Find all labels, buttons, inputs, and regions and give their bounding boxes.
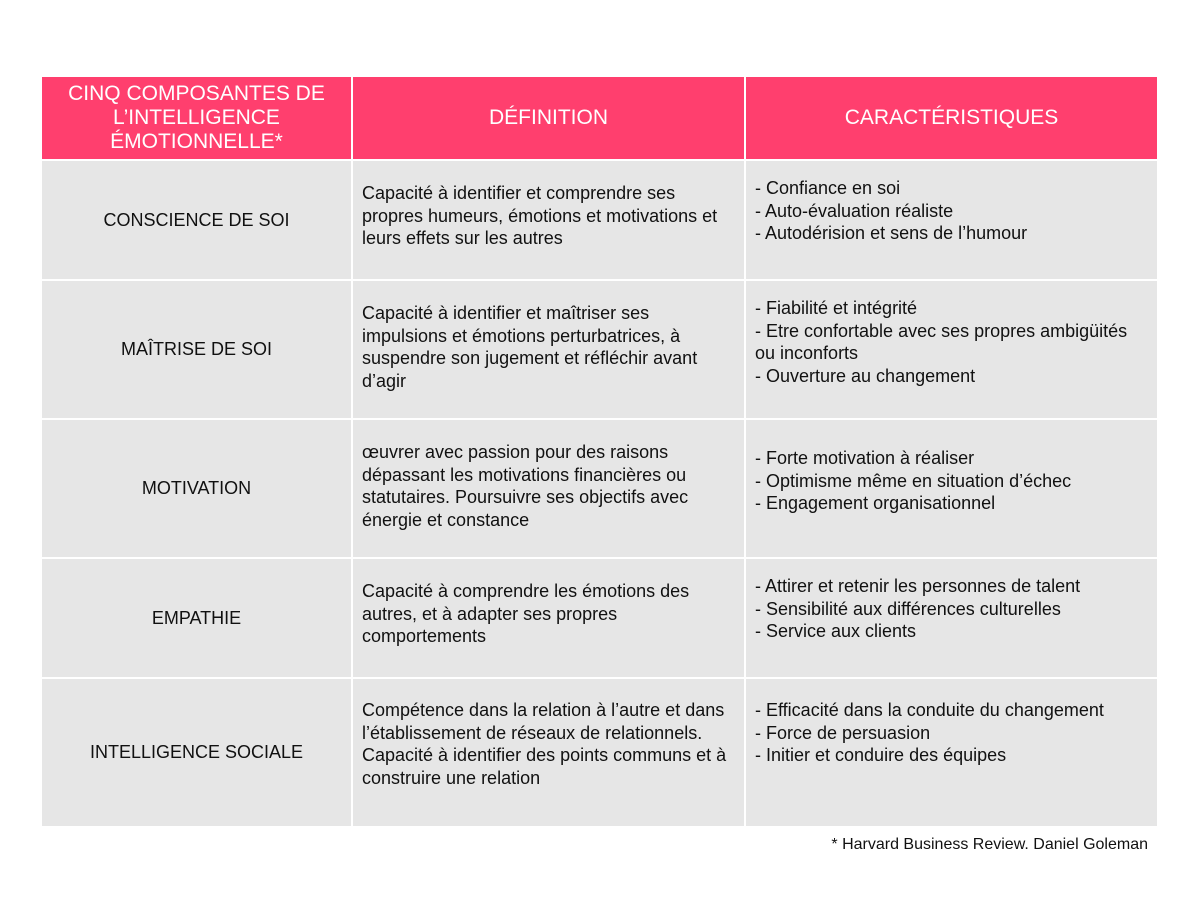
header-definition-label: DÉFINITION (489, 106, 608, 129)
characteristics-cell (745, 419, 1158, 558)
source-footnote: * Harvard Business Review. Daniel Goleman (831, 836, 1148, 853)
table-row (41, 419, 1158, 558)
characteristic-item: - Engagement organisationnel (755, 493, 996, 513)
header-characteristics-label: CARACTÉRISTIQUES (844, 106, 1059, 129)
table-header (41, 76, 1158, 160)
component-cell: INTELLIGENCE SOCIALE (41, 678, 352, 827)
characteristics-cell (745, 160, 1158, 280)
characteristics-cell (745, 280, 1158, 419)
table-row (41, 280, 1158, 419)
header-components (41, 76, 352, 160)
component-cell: MOTIVATION (41, 419, 352, 558)
definition-cell: Compétence dans la relation à l’autre et dans l’établissement de réseaux de relationnels. Capacité à identifier des points communs et à construire une relation (352, 678, 745, 827)
characteristic-item: - Initier et conduire des équipes (755, 745, 1007, 765)
header-components-label: CINQ COMPOSANTES DE L’INTELLIGENCE ÉMOTIONNELLE* (68, 82, 325, 153)
characteristic-item: - Optimisme même en situation d’échec (755, 470, 1072, 491)
table-row (41, 678, 1158, 827)
characteristic-item: - Auto-évaluation réaliste (755, 200, 954, 221)
header-characteristics (745, 76, 1158, 160)
characteristic-item: - Forte motivation à réaliser (755, 448, 975, 468)
table-row (41, 160, 1158, 280)
component-cell: MAÎTRISE DE SOI (41, 280, 352, 419)
definition-cell: Capacité à comprendre les émotions des autres, et à adapter ses propres comportements (352, 558, 745, 678)
characteristics-cell (745, 678, 1158, 827)
component-cell: EMPATHIE (41, 558, 352, 678)
characteristics-cell (745, 558, 1158, 678)
header-definition (352, 76, 745, 160)
characteristic-item: - Efficacité dans la conduite du changement (755, 700, 1104, 720)
definition-cell: Capacité à identifier et maîtriser ses impulsions et émotions perturbatrices, à suspendre son jugement et réfléchir avant d’agir (352, 280, 745, 419)
characteristic-item: - Attirer et retenir les personnes de talent (755, 576, 1081, 596)
characteristic-item: - Service aux clients (755, 621, 917, 641)
characteristic-item: - Etre confortable avec ses propres ambigüités ou inconforts (755, 320, 1128, 363)
characteristic-item: - Sensibilité aux différences culturelles (755, 598, 1061, 619)
emotional-intelligence-table (40, 75, 1159, 828)
characteristic-item: - Confiance en soi (755, 178, 901, 198)
characteristic-item: - Fiabilité et intégrité (755, 298, 918, 318)
component-cell: CONSCIENCE DE SOI (41, 160, 352, 280)
characteristic-item: - Force de persuasion (755, 722, 931, 743)
definition-cell: œuvrer avec passion pour des raisons dépassant les motivations financières ou statutaires. Poursuivre ses objectifs avec énergie et constance (352, 419, 745, 558)
characteristic-item: - Autodérision et sens de l’humour (755, 223, 1028, 243)
table-row (41, 558, 1158, 678)
characteristic-item: - Ouverture au changement (755, 365, 976, 386)
definition-cell: Capacité à identifier et comprendre ses propres humeurs, émotions et motivations et leurs effets sur les autres (352, 160, 745, 280)
